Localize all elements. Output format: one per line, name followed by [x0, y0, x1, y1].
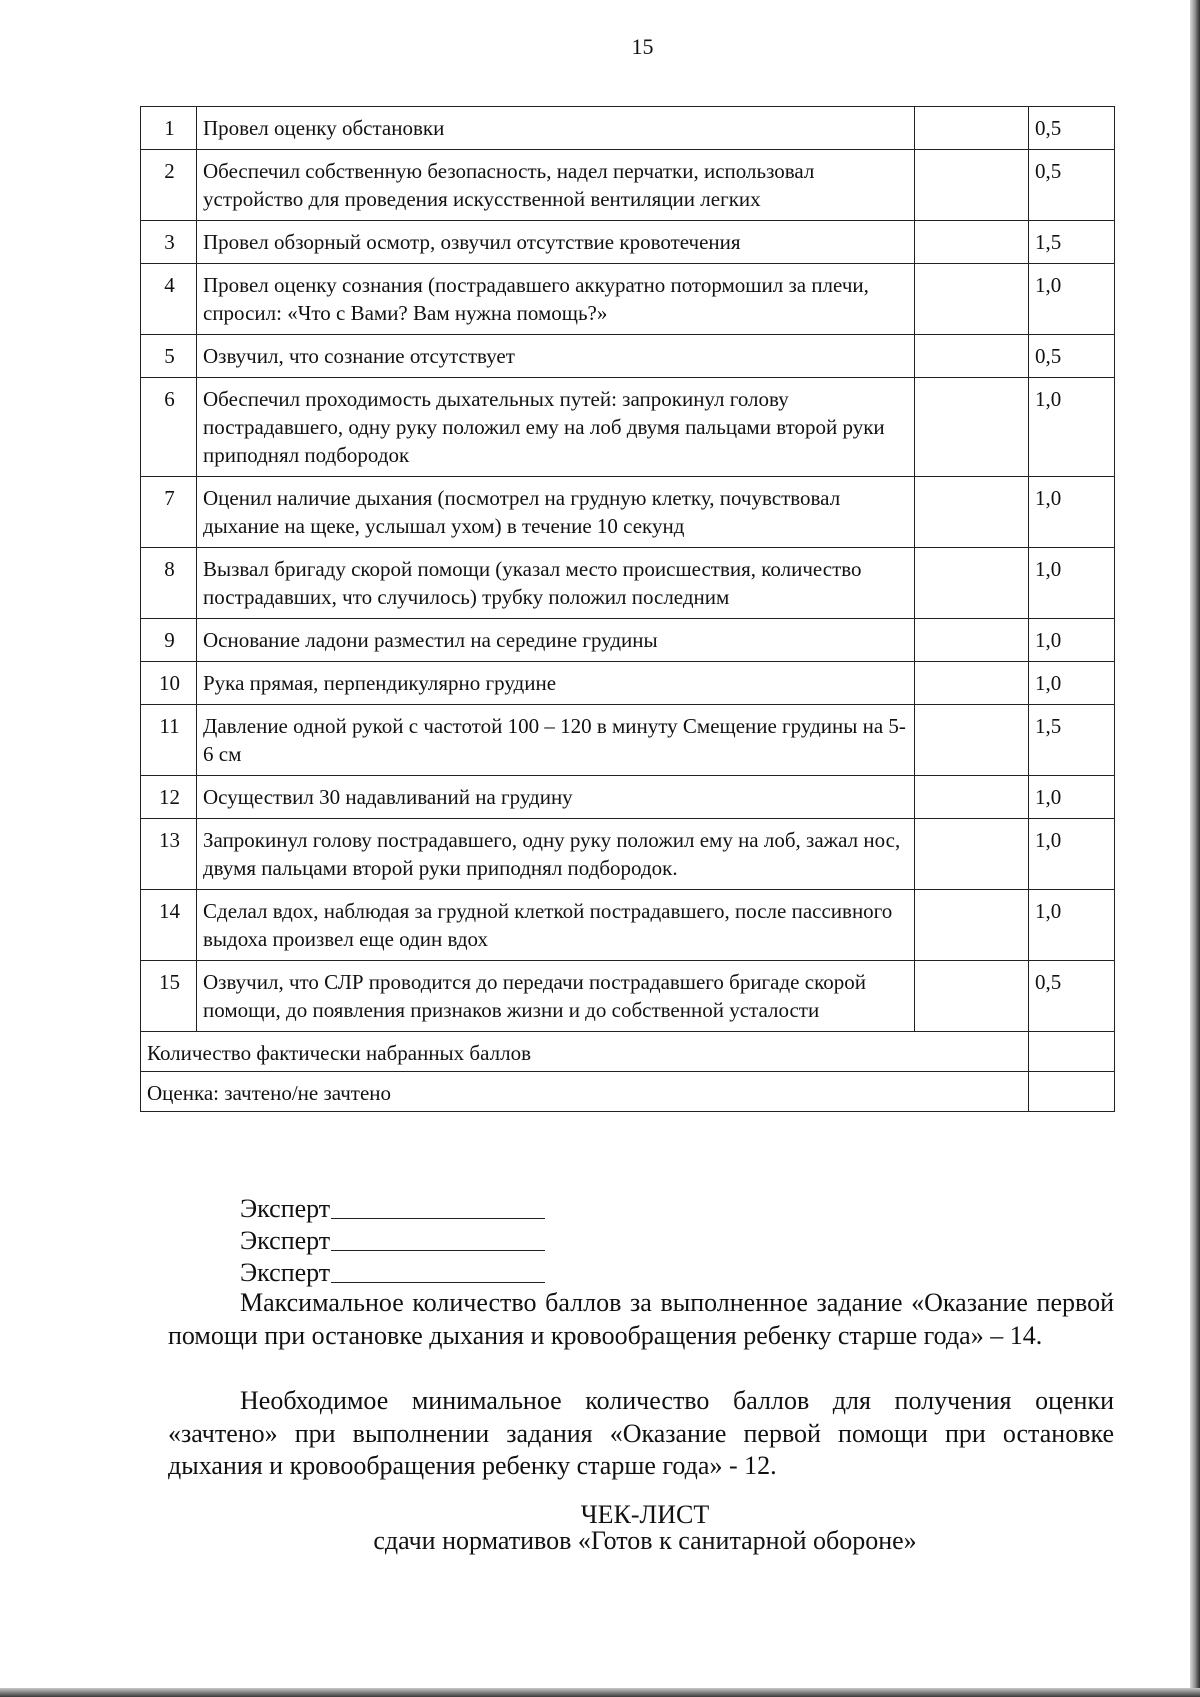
expert-label: Эксперт [240, 1258, 331, 1287]
row-number: 12 [141, 776, 197, 819]
expert-line-2 [240, 1225, 545, 1257]
grade-row [141, 1072, 1115, 1112]
table-row [141, 961, 1115, 1032]
row-mark-cell [915, 619, 1029, 662]
row-mark-cell [915, 705, 1029, 776]
row-criterion: Сделал вдох, наблюдая за грудной клеткой пострадавшего, после пассивного выдоха произвел еще один вдох [197, 890, 915, 961]
row-number: 8 [141, 548, 197, 619]
row-max-score: 1,0 [1029, 662, 1115, 705]
table-row [141, 378, 1115, 477]
row-max-score: 1,0 [1029, 619, 1115, 662]
row-max-score: 0,5 [1029, 150, 1115, 221]
row-mark-cell [915, 221, 1029, 264]
checklist-subtitle: сдачи нормативов «Готов к санитарной обороне» [373, 1526, 917, 1555]
grade-value [1029, 1072, 1115, 1112]
table-row [141, 150, 1115, 221]
table-row [141, 890, 1115, 961]
row-criterion: Озвучил, что сознание отсутствует [197, 335, 915, 378]
table-row [141, 819, 1115, 890]
row-max-score: 0,5 [1029, 107, 1115, 150]
row-max-score: 1,0 [1029, 477, 1115, 548]
row-mark-cell [915, 335, 1029, 378]
row-criterion: Осуществил 30 надавливаний на грудину [197, 776, 915, 819]
row-max-score: 1,0 [1029, 378, 1115, 477]
row-criterion: Вызвал бригаду скорой помощи (указал место происшествия, количество пострадавших, что случилось) трубку положил последним [197, 548, 915, 619]
checklist-title: ЧЕК-ЛИСТ [580, 1500, 710, 1529]
row-number: 5 [141, 335, 197, 378]
row-criterion: Озвучил, что СЛР проводится до передачи пострадавшего бригаде скорой помощи, до появления признаков жизни и до собственной усталости [197, 961, 915, 1032]
row-number: 15 [141, 961, 197, 1032]
row-mark-cell [915, 264, 1029, 335]
signature-line [331, 1281, 545, 1283]
row-criterion: Провел обзорный осмотр, озвучил отсутствие кровотечения [197, 221, 915, 264]
total-score-label: Количество фактически набранных баллов [141, 1032, 1029, 1072]
row-mark-cell [915, 662, 1029, 705]
row-number: 7 [141, 477, 197, 548]
table-row [141, 107, 1115, 150]
expert-line-3 [240, 1257, 545, 1289]
row-mark-cell [915, 890, 1029, 961]
row-max-score: 0,5 [1029, 961, 1115, 1032]
grade-label: Оценка: зачтено/не зачтено [141, 1072, 1029, 1112]
row-number: 11 [141, 705, 197, 776]
page-edge-shadow [1190, 0, 1200, 1697]
row-mark-cell [915, 548, 1029, 619]
row-number: 2 [141, 150, 197, 221]
row-number: 4 [141, 264, 197, 335]
row-mark-cell [915, 477, 1029, 548]
checklist-body [141, 107, 1115, 1112]
row-max-score: 1,0 [1029, 548, 1115, 619]
total-score-value [1029, 1032, 1115, 1072]
signature-line [331, 1217, 545, 1219]
row-criterion: Рука прямая, перпендикулярно грудине [197, 662, 915, 705]
row-criterion: Давление одной рукой с частотой 100 – 120 в минуту Смещение грудины на 5-6 см [197, 705, 915, 776]
row-number: 14 [141, 890, 197, 961]
experts-block [240, 1193, 545, 1289]
row-mark-cell [915, 961, 1029, 1032]
row-mark-cell [915, 776, 1029, 819]
table-row [141, 776, 1115, 819]
row-number: 13 [141, 819, 197, 890]
row-number: 10 [141, 662, 197, 705]
page-edge-shadow [0, 1688, 1200, 1697]
row-criterion: Запрокинул голову пострадавшего, одну руку положил ему на лоб, зажал нос, двумя пальцами второй руки приподнял подбородок. [197, 819, 915, 890]
row-max-score: 1,0 [1029, 819, 1115, 890]
table-row [141, 335, 1115, 378]
table-row [141, 662, 1115, 705]
page-number: 15 [631, 34, 654, 59]
table-row [141, 619, 1115, 662]
row-mark-cell [915, 378, 1029, 477]
row-mark-cell [915, 150, 1029, 221]
row-number: 3 [141, 221, 197, 264]
row-number: 6 [141, 378, 197, 477]
min-score-paragraph: Необходимое минимальное количество баллов для получения оценки «зачтено» при выполнении задания «Оказание первой помощи при остановке дыхания и кровообращения ребенку старше года» - 12. [168, 1386, 1114, 1480]
row-criterion: Основание ладони разместил на середине грудины [197, 619, 915, 662]
row-criterion: Провел оценку обстановки [197, 107, 915, 150]
row-mark-cell [915, 107, 1029, 150]
signature-line [331, 1249, 545, 1251]
total-score-row [141, 1032, 1115, 1072]
max-score-paragraph: Максимальное количество баллов за выполненное задание «Оказание первой помощи при остановке дыхания и кровообращения ребенку старше года» – 14. [168, 1288, 1114, 1350]
row-number: 9 [141, 619, 197, 662]
table-row [141, 548, 1115, 619]
row-number: 1 [141, 107, 197, 150]
row-criterion: Обеспечил собственную безопасность, надел перчатки, использовал устройство для проведения искусственной вентиляции легких [197, 150, 915, 221]
row-max-score: 1,5 [1029, 221, 1115, 264]
row-max-score: 0,5 [1029, 335, 1115, 378]
row-max-score: 1,5 [1029, 705, 1115, 776]
expert-label: Эксперт [240, 1194, 331, 1223]
row-max-score: 1,0 [1029, 776, 1115, 819]
row-max-score: 1,0 [1029, 264, 1115, 335]
checklist-table [140, 106, 1115, 1112]
table-row [141, 705, 1115, 776]
row-criterion: Оценил наличие дыхания (посмотрел на грудную клетку, почувствовал дыхание на щеке, услышал ухом) в течение 10 секунд [197, 477, 915, 548]
row-max-score: 1,0 [1029, 890, 1115, 961]
expert-line-1 [240, 1193, 545, 1225]
expert-label: Эксперт [240, 1226, 331, 1255]
table-row [141, 477, 1115, 548]
row-criterion: Обеспечил проходимость дыхательных путей: запрокинул голову пострадавшего, одну руку положил ему на лоб двумя пальцами второй руки приподнял подбородок [197, 378, 915, 477]
row-criterion: Провел оценку сознания (пострадавшего аккуратно потормошил за плечи, спросил: «Что с Вами? Вам нужна помощь?» [197, 264, 915, 335]
table-row [141, 221, 1115, 264]
row-mark-cell [915, 819, 1029, 890]
table-row [141, 264, 1115, 335]
